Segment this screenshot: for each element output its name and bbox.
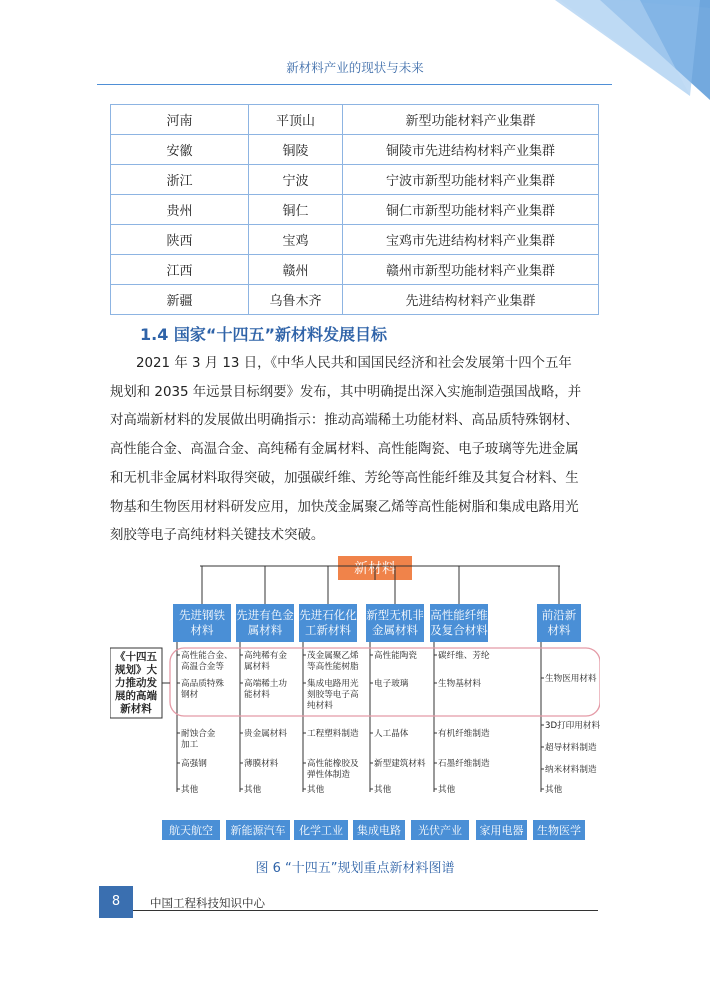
material-item: 3D打印用材料 (545, 721, 600, 731)
paragraph-line: 刻胶等电子高纯材料关键技术突破。 (110, 528, 325, 544)
section-heading (140, 322, 387, 345)
material-item: 高性能合金、高温合金等 (181, 651, 233, 672)
material-item: 高性能橡胶及弹性体制造 (307, 759, 359, 780)
city-cell: 铜仁 (249, 195, 343, 225)
material-item: 工程塑料制造 (307, 729, 359, 739)
material-item: 耐蚀合金加工 (181, 729, 216, 750)
root-label: 新材料 (354, 561, 396, 577)
section-title: 国家“十四五”新材料发展目标 (173, 325, 387, 344)
application-label: 家用电器 (479, 824, 524, 837)
province-cell: 贵州 (111, 195, 249, 225)
material-item: 薄膜材料 (244, 759, 279, 769)
cluster-table (110, 104, 599, 315)
side-label-text: 《十四五规划》大力推动发展的高端新材料 (115, 651, 157, 715)
figure-caption: 图 6 “十四五”规划重点新材料图谱 (255, 861, 455, 876)
province-cell: 河南 (111, 105, 249, 135)
paragraph-line: 2021 年 3 月 13 日，《中华人民共和国国民经济和社会发展第十四个五年 (136, 356, 572, 371)
paragraph-line: 和无机非金属材料取得突破，加强碳纤维、芳纶等高性能纤维及其复合材料、生 (110, 470, 579, 486)
category-label: 先进钢铁材料 (179, 608, 225, 637)
cluster-cell: 铜陵市先进结构材料产业集群 (343, 135, 599, 165)
material-item: 电子玻璃 (374, 679, 409, 689)
paragraph-line: 对高端新材料的发展做出明确指示：推动高端稀土功能材料、高品质特殊钢材、 (110, 413, 579, 429)
city-cell: 赣州 (249, 255, 343, 285)
body-paragraph (110, 350, 600, 551)
material-item: 高端稀土功能材料 (244, 679, 287, 700)
city-cell: 宝鸡 (249, 225, 343, 255)
table-row (111, 195, 599, 225)
city-cell: 平顶山 (249, 105, 343, 135)
material-item: 生物基材料 (438, 679, 481, 689)
material-item: 其他 (438, 785, 456, 795)
application-label: 新能源汽车 (230, 824, 286, 837)
material-item: 贵金属材料 (244, 729, 287, 739)
corner-decoration (0, 0, 710, 110)
material-item: 高性能陶瓷 (374, 651, 417, 661)
material-item: 石墨纤维制造 (438, 759, 490, 769)
table-row (111, 255, 599, 285)
cluster-cell: 宝鸡市先进结构材料产业集群 (343, 225, 599, 255)
header-rule (97, 84, 612, 85)
category-label: 高性能纤维及复合材料 (430, 608, 488, 637)
material-item: 集成电路用光刻胶等电子高纯材料 (307, 679, 359, 711)
paragraph-line: 高性能合金、高温合金、高纯稀有金属材料、高性能陶瓷、电子玻璃等先进金属 (110, 442, 579, 458)
application-label: 航天航空 (169, 824, 213, 837)
paragraph-line: 规划和 2035 年远景目标纲要》发布，其中明确提出深入实施制造强国战略，并 (110, 384, 582, 400)
province-cell: 江西 (111, 255, 249, 285)
running-header-title: 新材料产业的现状与未来 (286, 60, 424, 75)
application-label: 集成电路 (357, 824, 401, 837)
application-label: 化学工业 (299, 824, 343, 837)
cluster-cell: 宁波市新型功能材料产业集群 (343, 165, 599, 195)
material-item: 茂金属聚乙烯等高性能树脂 (307, 651, 359, 672)
cluster-cell: 铜仁市新型功能材料产业集群 (343, 195, 599, 225)
cluster-cell: 新型功能材料产业集群 (343, 105, 599, 135)
material-item: 人工晶体 (374, 729, 409, 739)
material-item: 高强钢 (181, 759, 207, 769)
category-label: 先进石化化工新材料 (299, 608, 357, 637)
province-cell: 陕西 (111, 225, 249, 255)
cluster-cell: 赣州市新型功能材料产业集群 (343, 255, 599, 285)
section-number: 1.4 (140, 325, 169, 344)
table-row (111, 225, 599, 255)
material-item: 其他 (545, 785, 563, 795)
material-item: 其他 (181, 785, 199, 795)
table-row (111, 135, 599, 165)
application-label: 生物医学 (537, 824, 581, 837)
cluster-cell: 先进结构材料产业集群 (343, 285, 599, 315)
material-item: 其他 (244, 785, 262, 795)
material-item: 其他 (374, 785, 392, 795)
footer-organization: 中国工程科技知识中心 (150, 896, 265, 910)
footer-rule (133, 910, 598, 911)
category-label: 新型无机非金属材料 (366, 608, 424, 637)
table-row (111, 285, 599, 315)
application-label: 光伏产业 (418, 824, 462, 837)
page-number: 8 (99, 886, 133, 918)
category-label: 前沿新材料 (541, 608, 577, 637)
material-item: 高纯稀有金属材料 (244, 651, 287, 672)
material-item: 新型建筑材料 (374, 759, 426, 769)
material-item: 碳纤维、芳纶 (438, 651, 490, 661)
table-row (111, 105, 599, 135)
table-row (111, 165, 599, 195)
material-item: 其他 (307, 785, 325, 795)
city-cell: 宁波 (249, 165, 343, 195)
province-cell: 安徽 (111, 135, 249, 165)
material-item: 生物医用材料 (545, 674, 597, 684)
city-cell: 乌鲁木齐 (249, 285, 343, 315)
province-cell: 新疆 (111, 285, 249, 315)
material-item: 超导材料制造 (545, 743, 597, 753)
paragraph-line: 物基和生物医用材料研发应用，加快茂金属聚乙烯等高性能树脂和集成电路用光 (110, 499, 579, 515)
material-item: 高品质特殊钢材 (181, 679, 224, 700)
material-item: 纳米材料制造 (545, 765, 597, 775)
new-materials-diagram (110, 548, 600, 848)
province-cell: 浙江 (111, 165, 249, 195)
city-cell: 铜陵 (249, 135, 343, 165)
category-label: 先进有色金属材料 (236, 608, 294, 637)
material-item: 有机纤维制造 (438, 729, 490, 739)
